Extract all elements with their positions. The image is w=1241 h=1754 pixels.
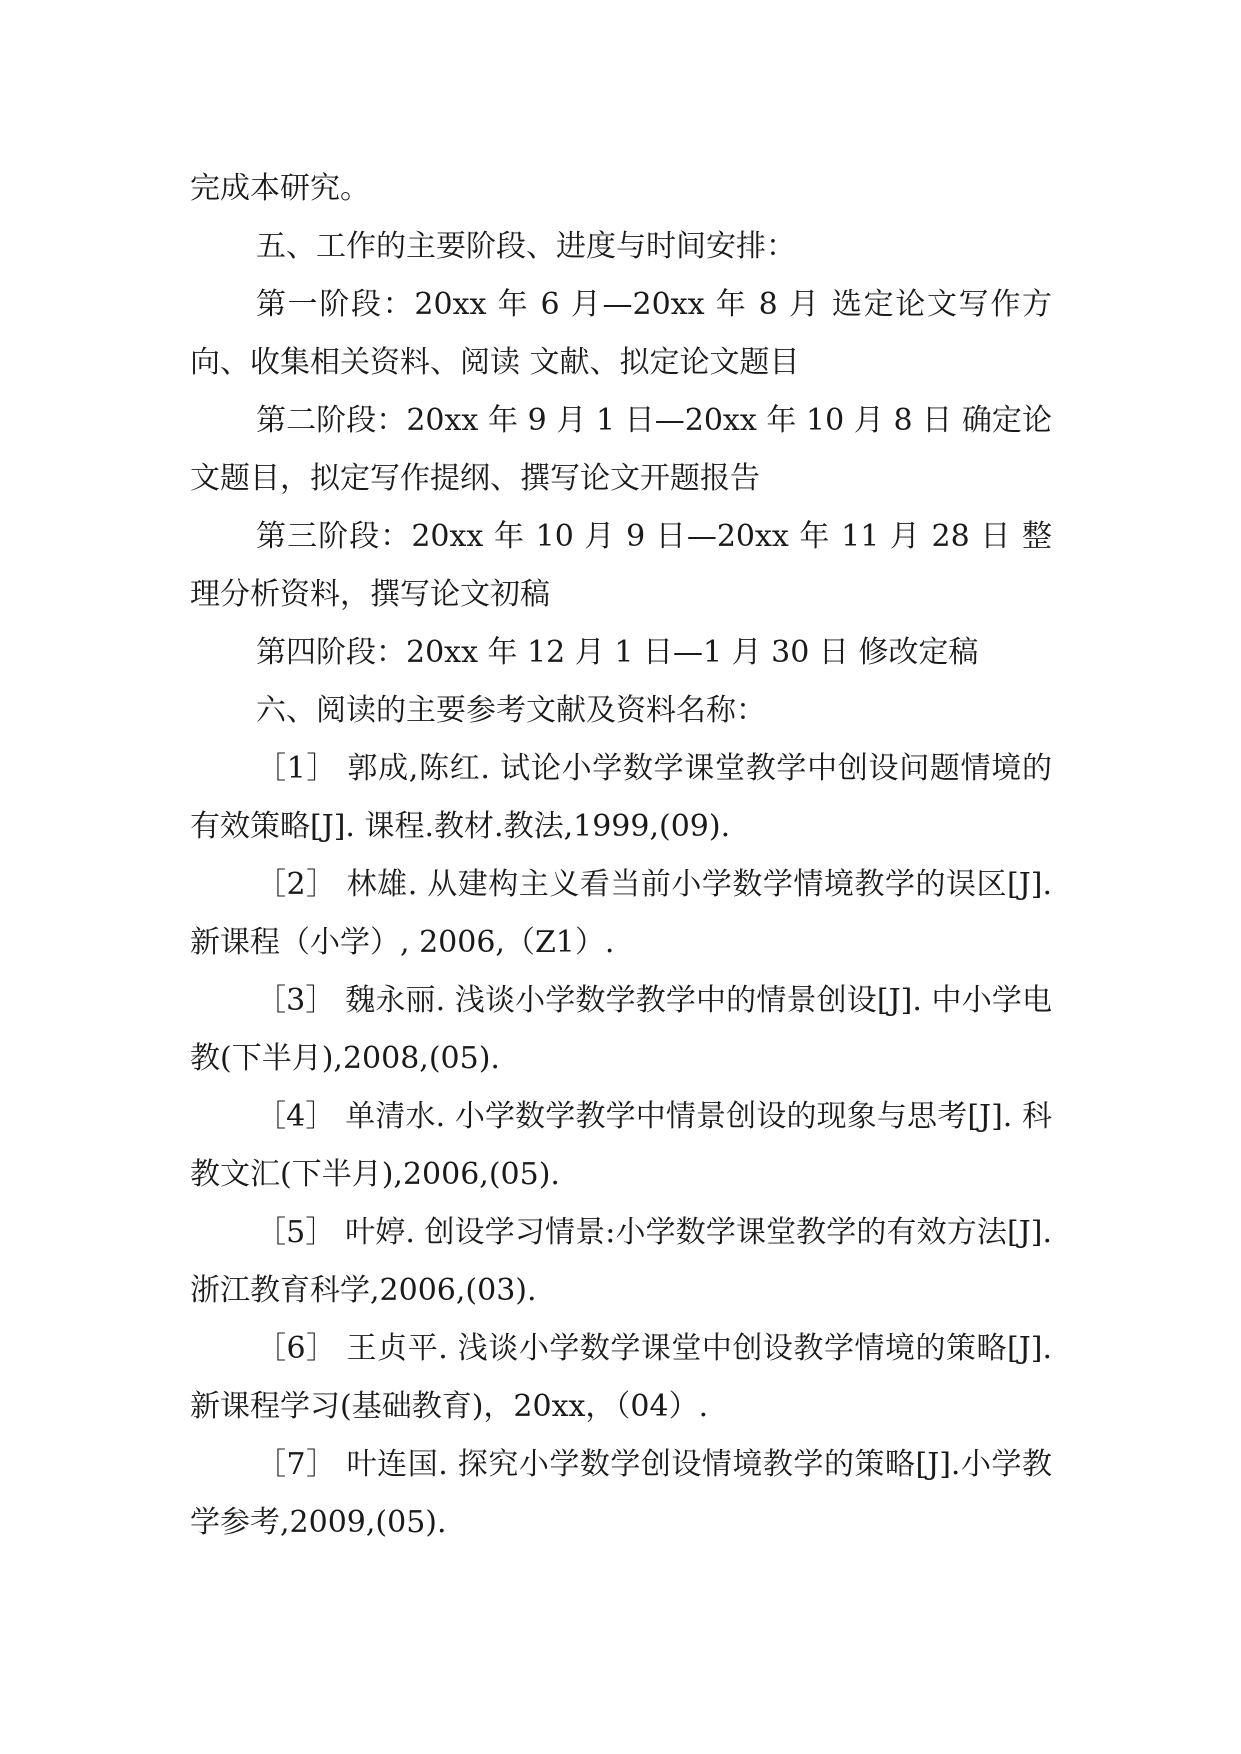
stage-four: 第四阶段：20xx 年 12 月 1 日—1 月 30 日 修改定稿 [256, 635, 979, 670]
reference-item: ［7］ 叶连国. 探究小学数学创设情境教学的策略[J].小学教学参考,2009,(05). [190, 1447, 1052, 1540]
reference-item: ［3］ 魏永丽. 浅谈小学数学教学中的情景创设[J]. 中小学电教(下半月),2008,(05). [190, 983, 1052, 1076]
section-heading-references: 六、阅读的主要参考文献及资料名称： [256, 693, 766, 728]
paragraph-continuation: 完成本研究。 [190, 171, 370, 206]
stage-three: 第三阶段：20xx 年 10 月 9 日—20xx 年 11 月 28 日 整理分析资料，撰写论文初稿 [190, 519, 1052, 612]
stage-one: 第一阶段：20xx 年 6 月—20xx 年 8 月 选定论文写作方向、收集相关资料、阅读 文献、拟定论文题目 [190, 287, 1052, 380]
reference-item: ［2］ 林雄. 从建构主义看当前小学数学情境教学的误区[J]. 新课程（小学）, 2006,（Z1）. [190, 867, 1052, 960]
document-body [190, 160, 1052, 1552]
reference-item: ［6］ 王贞平. 浅谈小学数学课堂中创设教学情境的策略[J].新课程学习(基础教育)，20xx，（04）. [190, 1331, 1052, 1424]
reference-item: ［5］ 叶婷. 创设学习情景:小学数学课堂教学的有效方法[J]. 浙江教育科学,2006,(03). [190, 1215, 1052, 1308]
stage-two: 第二阶段：20xx 年 9 月 1 日—20xx 年 10 月 8 日 确定论文题目，拟定写作提纲、撰写论文开题报告 [190, 403, 1052, 496]
reference-item: ［4］ 单清水. 小学数学教学中情景创设的现象与思考[J]. 科教文汇(下半月),2006,(05). [190, 1099, 1052, 1192]
section-heading-schedule: 五、工作的主要阶段、进度与时间安排： [256, 229, 796, 264]
reference-item: ［1］ 郭成,陈红. 试论小学数学课堂教学中创设问题情境的有效策略[J]. 课程.教材.教法,1999,(09). [190, 751, 1052, 844]
